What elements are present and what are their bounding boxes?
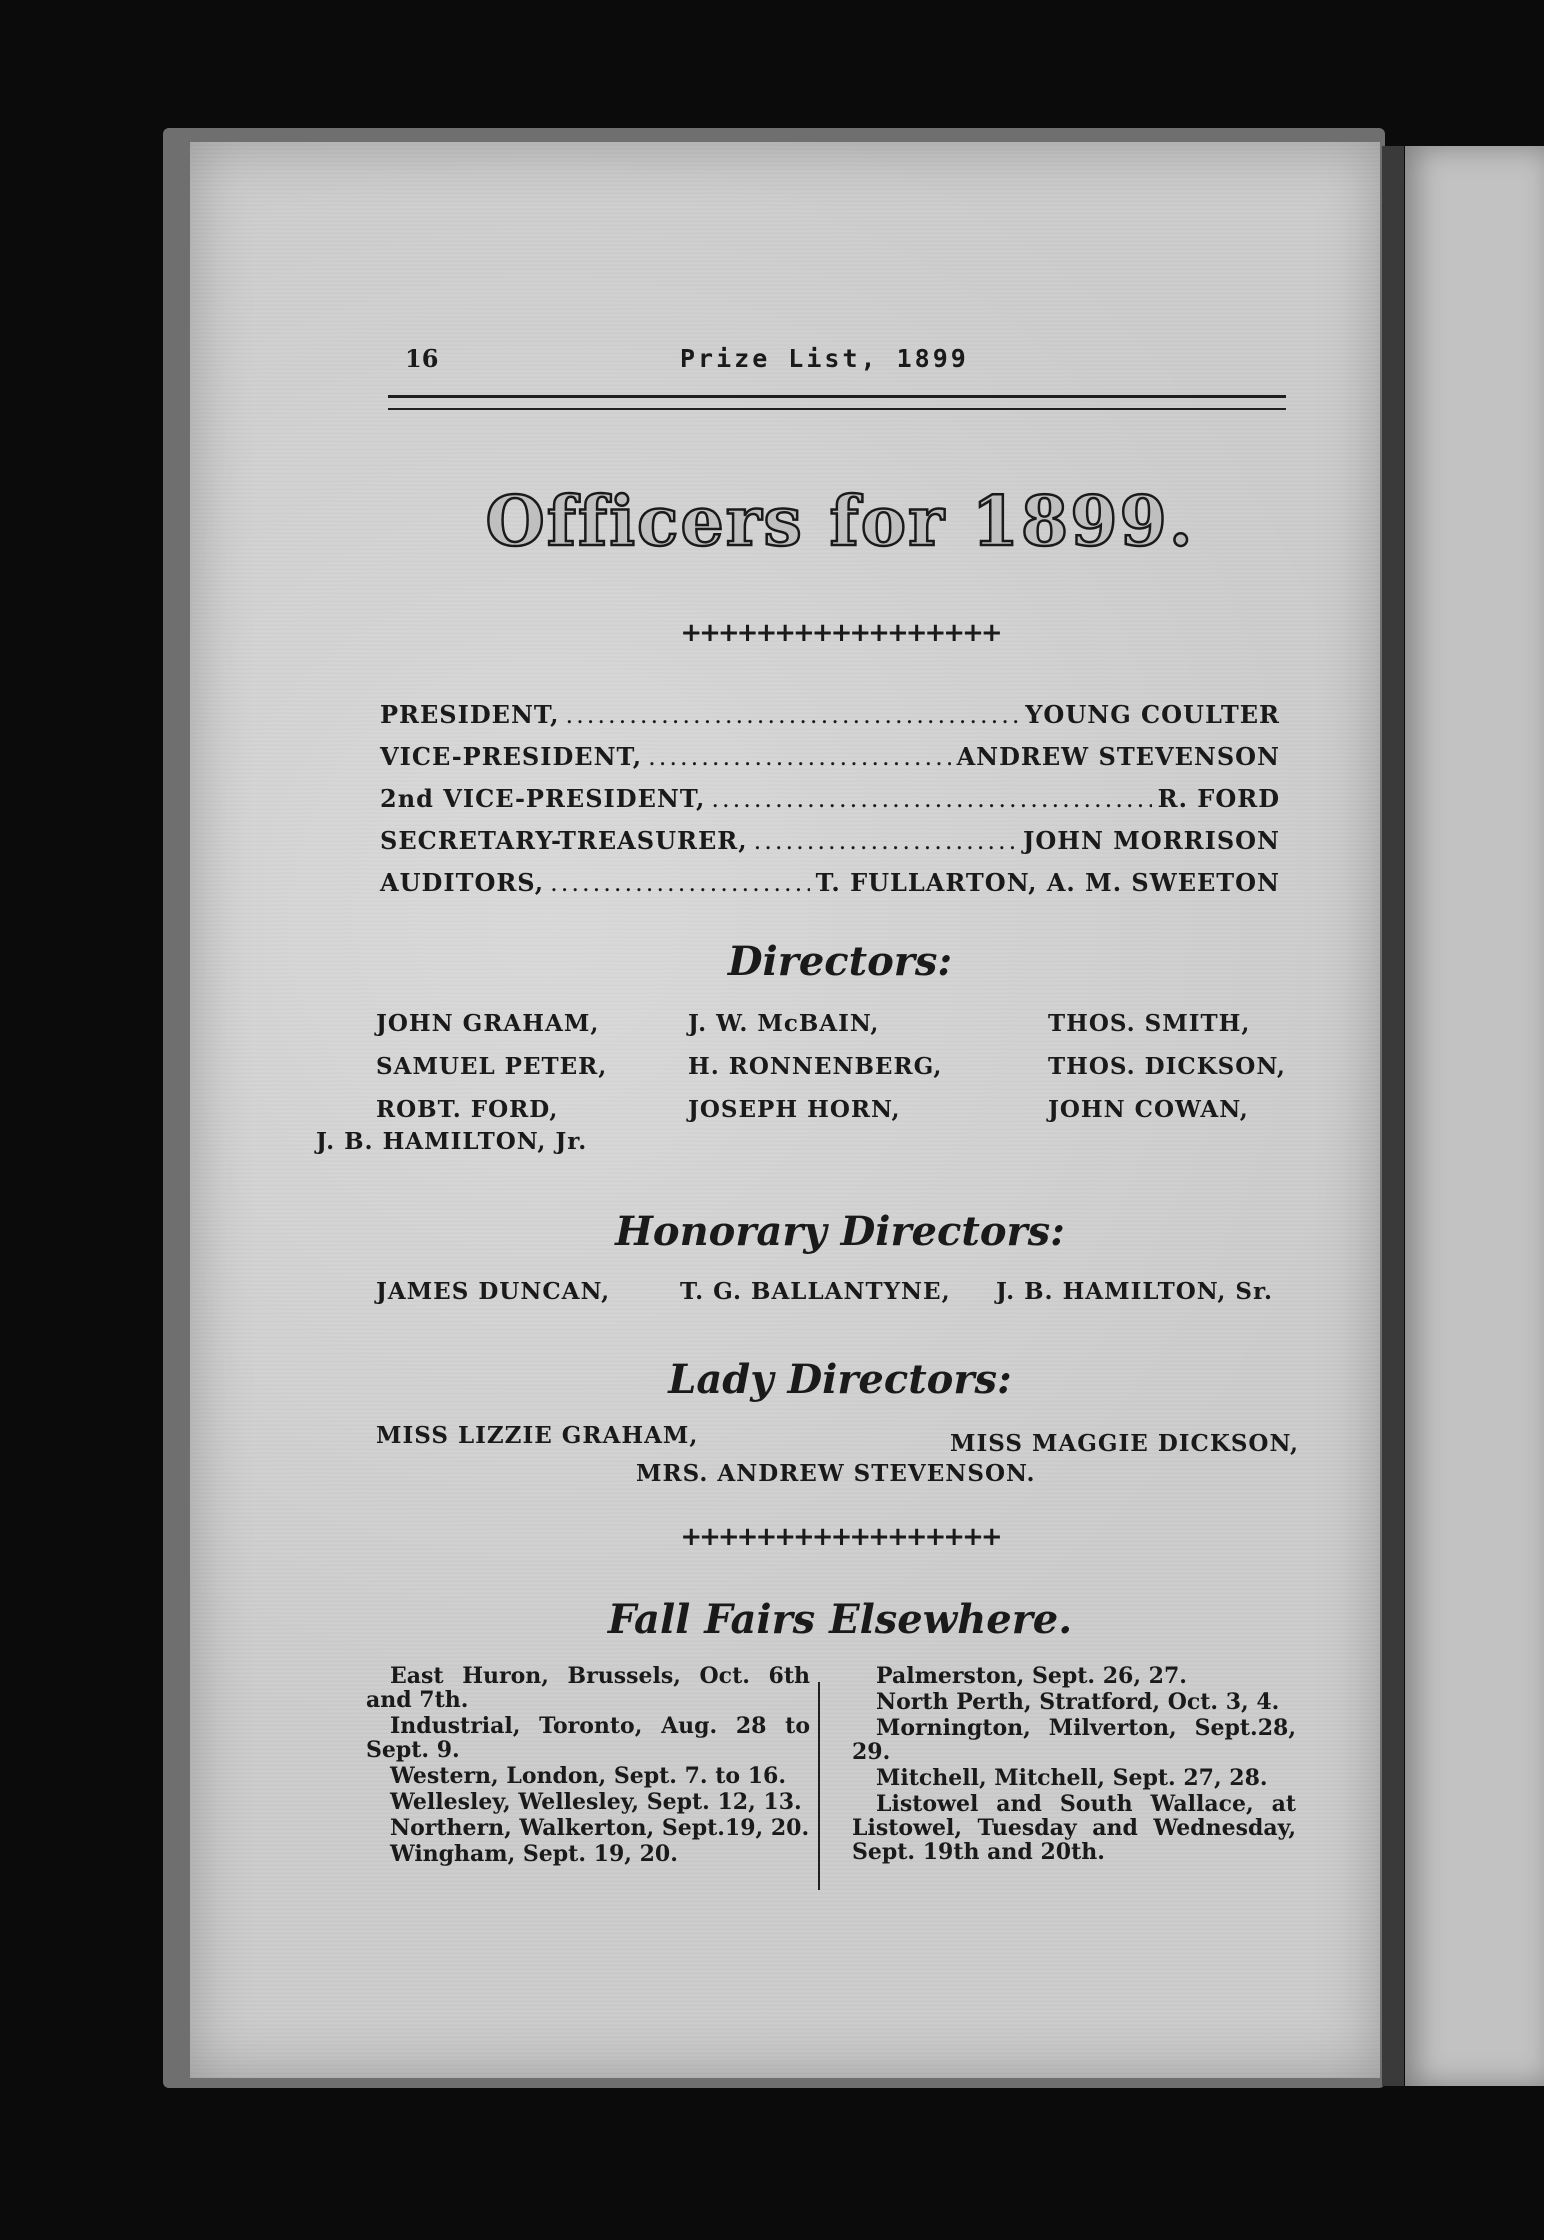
lady-director-name: MRS. ANDREW STEVENSON. (636, 1460, 1036, 1487)
officer-role: PRESIDENT, (380, 700, 560, 729)
director-name: ROBT. FORD, (376, 1096, 559, 1123)
fair-entry: Mornington, Milverton, Sept.28, 29. (852, 1715, 1296, 1765)
fair-entry: Wellesley, Wellesley, Sept. 12, 13. (390, 1789, 802, 1815)
leader-dots (648, 743, 950, 771)
officer-name: YOUNG COULTER (1025, 700, 1280, 729)
officers-list (380, 700, 1280, 910)
header-rule (388, 395, 1286, 410)
lady-directors-heading: Lady Directors: (668, 1356, 1012, 1403)
fall-fairs-column-right (852, 1664, 1296, 1866)
next-page-edge (1382, 146, 1404, 2086)
fall-fairs-heading: Fall Fairs Elsewhere. (607, 1596, 1073, 1643)
officer-name: T. FULLARTON, A. M. SWEETON (815, 868, 1280, 897)
director-name: SAMUEL PETER, (376, 1053, 608, 1080)
directors-heading: Directors: (727, 938, 953, 985)
fall-fairs-list (366, 1663, 1296, 1894)
page-title: Officers for 1899. (485, 482, 1195, 562)
director-name-last: J. B. HAMILTON, Jr. (316, 1128, 588, 1155)
officer-row (380, 826, 1280, 868)
honorary-director-name: T. G. BALLANTYNE, (680, 1278, 951, 1305)
next-page (1405, 146, 1544, 2086)
officer-role: VICE-PRESIDENT, (380, 742, 643, 771)
directors-column (688, 1010, 942, 1139)
officer-role: SECRETARY-TREASURER, (380, 826, 748, 855)
officer-row (380, 742, 1280, 784)
fair-entry: Wingham, Sept. 19, 20. (390, 1841, 678, 1867)
director-name: JOSEPH HORN, (688, 1096, 901, 1123)
fair-entry: Mitchell, Mitchell, Sept. 27, 28. (876, 1765, 1268, 1791)
fair-entry: Western, London, Sept. 7. to 16. (390, 1763, 787, 1789)
director-name: THOS. SMITH, (1048, 1010, 1251, 1037)
column-divider (818, 1682, 820, 1890)
officer-row (380, 868, 1280, 910)
leader-dots (550, 869, 809, 897)
officer-row (380, 700, 1280, 742)
honorary-directors-list (376, 1278, 1280, 1318)
director-name: H. RONNENBERG, (688, 1053, 943, 1080)
director-name: J. W. McBAIN, (688, 1010, 880, 1037)
honorary-director-name: J. B. HAMILTON, Sr. (996, 1278, 1273, 1305)
director-name: JOHN GRAHAM, (376, 1010, 600, 1037)
fall-fairs-column-left (366, 1664, 810, 1868)
officer-name: ANDREW STEVENSON (956, 742, 1280, 771)
fair-entry: Industrial, Toronto, Aug. 28 to Sept. 9. (366, 1713, 810, 1763)
honorary-directors-heading: Honorary Directors: (615, 1208, 1065, 1255)
officer-role: AUDITORS, (380, 868, 545, 897)
honorary-director-name: JAMES DUNCAN, (376, 1278, 611, 1305)
leader-dots (754, 827, 1017, 855)
fair-entry: North Perth, Stratford, Oct. 3, 4. (876, 1689, 1280, 1715)
lady-director-name: MISS MAGGIE DICKSON, (950, 1430, 1300, 1457)
officer-name: JOHN MORRISON (1023, 826, 1280, 855)
fair-entry: Northern, Walkerton, Sept.19, 20. (390, 1815, 810, 1841)
officer-row (380, 784, 1280, 826)
running-title: Prize List, 1899 (680, 344, 969, 373)
director-name: JOHN COWAN, (1048, 1096, 1249, 1123)
lady-director-name: MISS LIZZIE GRAHAM, (376, 1422, 699, 1449)
lady-directors-list (376, 1422, 1300, 1502)
fair-entry: Palmerston, Sept. 26, 27. (876, 1663, 1187, 1689)
fair-entry: East Huron, Brussels, Oct. 6th and 7th. (366, 1663, 810, 1713)
leader-dots (711, 785, 1151, 813)
officer-name: R. FORD (1157, 784, 1280, 813)
directors-column (1048, 1010, 1286, 1139)
ornament-divider-top: +++++++++++++++++ (680, 618, 1000, 648)
fair-entry: Listowel and South Wallace, at Listowel, Tuesday and Wednesday, Sept. 19th and 20th. (852, 1791, 1296, 1865)
leader-dots (565, 701, 1019, 729)
ornament-divider-bottom: +++++++++++++++++ (680, 1522, 1000, 1552)
page-number: 16 (405, 344, 439, 373)
director-name: THOS. DICKSON, (1048, 1053, 1286, 1080)
officer-role: 2nd VICE-PRESIDENT, (380, 784, 706, 813)
directors-column (376, 1010, 607, 1139)
